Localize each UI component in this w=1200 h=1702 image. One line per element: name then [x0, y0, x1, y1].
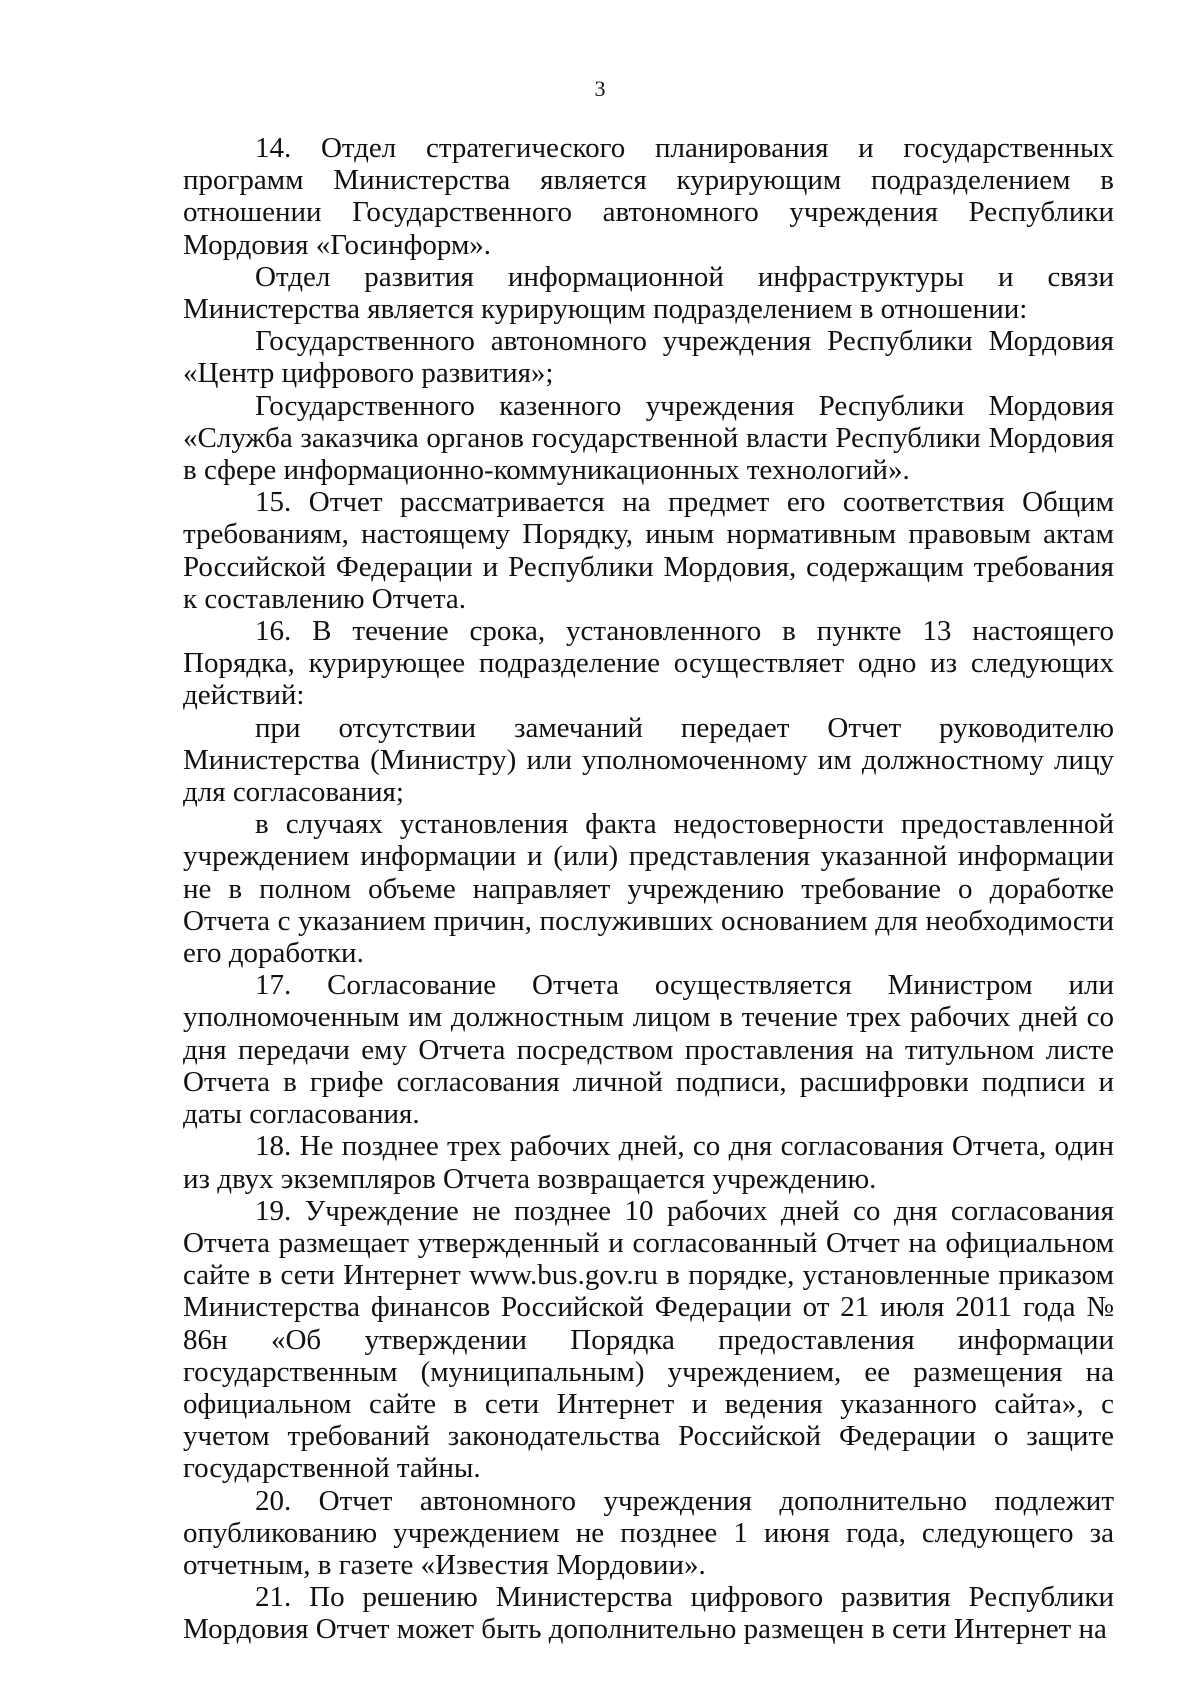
paragraph-16-inaccuracy: в случаях установления факта недостоверности предоставленной учреждением информации и (или) представления указанной информации не в полном объеме направляет учреждению требование о доработке Отчета с указанием причин, послуживших основанием для необходимости его доработки. [183, 808, 1114, 970]
paragraph-16-no-remarks: при отсутствии замечаний передает Отчет руководителю Министерства (Министру) или уполномоченному им должностному лицу для согласования; [183, 711, 1114, 809]
paragraph-20: 20. Отчет автономного учреждения дополнительно подлежит опубликованию учреждением не позднее 1 июня года, следующего за отчетным, в газете «Известия Мордовии». [183, 1484, 1114, 1581]
page-number: 3 [594, 76, 606, 101]
paragraph-19: 19. Учреждение не позднее 10 рабочих дней со дня согласования Отчета размещает утвержденный и согласованный Отчет на официальном сайте в сети Интернет www.bus.gov.ru в порядке, установленные приказом Министерства финансов Российской Федерации от 21 июля 2011 года № 86н «Об утверждении Порядка предоставления информации государственным (муниципальным) учреждением, ее размещения на официальном сайте в сети Интернет и ведения указанного сайта», с учетом требований законодательства Российской Федерации о защите государственной тайны. [183, 1194, 1114, 1485]
paragraph-21: 21. По решению Министерства цифрового развития Республики Мордовия Отчет может быть дополнительно размещен в сети Интернет на [183, 1581, 1114, 1646]
paragraph-17: 17. Согласование Отчета осуществляется Министром или уполномоченным им должностным лицом в течение трех рабочих дней со дня передачи ему Отчета посредством проставления на титульном листе Отчета в грифе согласования личной подписи, расшифровки подписи и даты согласования. [183, 969, 1114, 1131]
paragraph-15: 15. Отчет рассматривается на предмет его соответствия Общим требованиям, настоящему Порядку, иным нормативным правовым актам Российской Федерации и Республики Мордовия, содержащим требования к составлению Отчета. [183, 486, 1114, 615]
paragraph-customer-service: Государственного казенного учреждения Республики Мордовия «Служба заказчика органов государственной власти Республики Мордовия в сфере информационно-коммуникационных технологий». [183, 389, 1114, 487]
paragraph-digital-center: Государственного автономного учреждения Республики Мордовия «Центр цифрового развития»; [183, 325, 1114, 390]
document-body [183, 132, 1114, 1646]
paragraph-infrastructure-department: Отдел развития информационной инфраструктуры и связи Министерства является курирующим подразделением в отношении: [183, 260, 1114, 326]
paragraph-16: 16. В течение срока, установленного в пункте 13 настоящего Порядка, курирующее подразделение осуществляет одно из следующих действий: [183, 615, 1114, 712]
paragraph-18: 18. Не позднее трех рабочих дней, со дня согласования Отчета, один из двух экземпляров Отчета возвращается учреждению. [183, 1130, 1114, 1195]
paragraph-14: 14. Отдел стратегического планирования и государственных программ Министерства является курирующим подразделением в отношении Государственного автономного учреждения Республики Мордовия «Госинформ». [183, 132, 1114, 261]
